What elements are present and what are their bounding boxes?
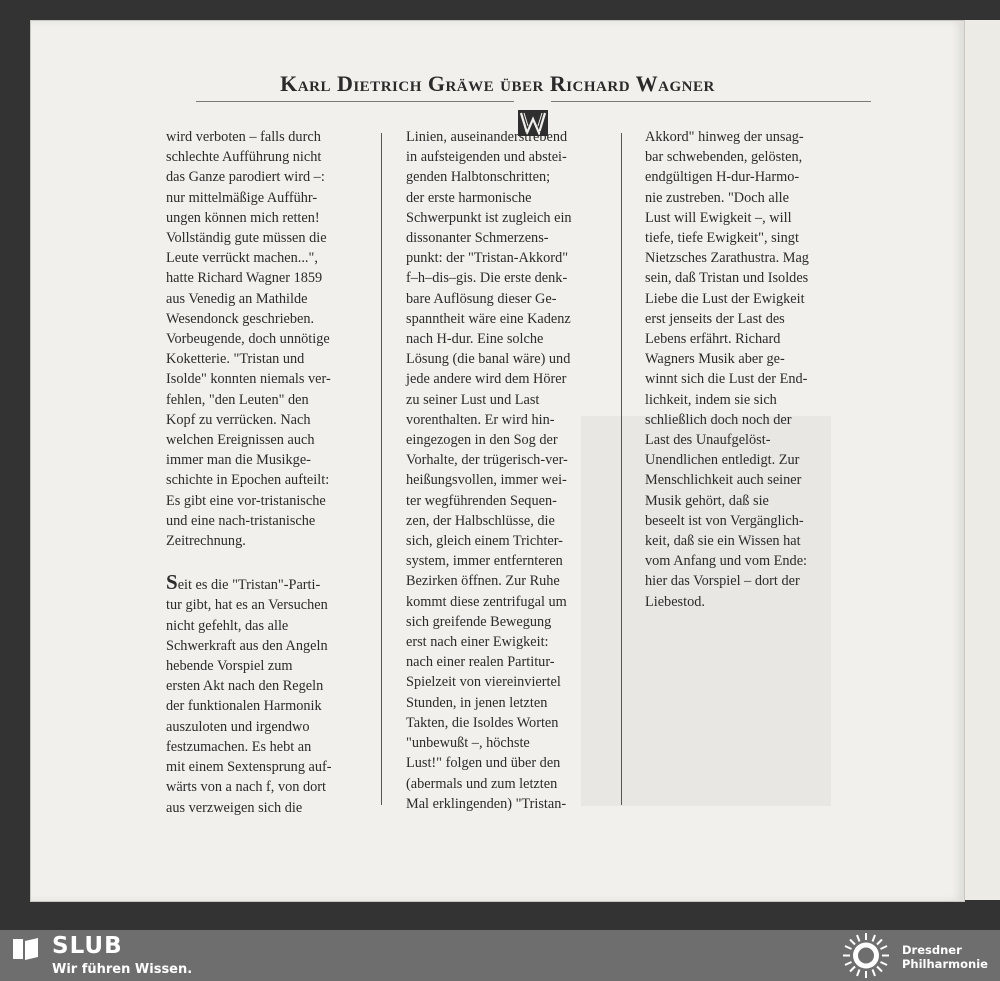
text-column-2 [406, 127, 621, 814]
footer-bar [0, 930, 1000, 981]
slub-book-icon [12, 937, 40, 961]
philharmonie-name-line2: Philharmonie [902, 957, 988, 971]
drop-cap: S [166, 570, 178, 595]
text-column-3 [645, 127, 860, 612]
paragraph [166, 572, 381, 817]
paragraph-text: eit es die "Tristan"-Parti- tur gibt, hat es an Versuchen nicht gefehlt, das alle Schwerkraft aus den Angeln hebende Vorspiel zum ersten Akt nach den Regeln der funktionalen Harmonik auszuloten und irgendwo festzumachen. Es hebt an mit einem Sextensprung auf- wärts von a nach f, von dort aus verzweigen sich die [166, 577, 332, 816]
title-rule-left [196, 101, 514, 102]
text-column-1 [166, 127, 381, 818]
book-page [30, 20, 965, 902]
philharmonie-name-line1: Dresdner [902, 943, 962, 957]
title-rule-right [551, 101, 871, 102]
column-divider [621, 133, 622, 805]
dresdner-philharmonie-sun-icon [840, 932, 892, 979]
slub-tagline: Wir führen Wissen. [52, 962, 193, 977]
column-divider [381, 133, 382, 805]
paragraph: Linien, auseinanderstrebend in aufsteigenden und abstei- genden Halbtonschritten; der erste harmonische Schwerpunkt ist zugleich ein dissonanter Schmerzens- punkt: der "Tristan-Akkord" f–h–dis–gis. Die erste denk- bare Auflösung dieser Ge- spanntheit wäre eine Kadenz nach H-dur. Eine solche Lösung (die banal wäre) und jede andere wird dem Hörer zu seiner Lust und Last vorenthalten. Er wird hin- eingezogen in den Sog der Vorhalte, der trügerisch-ver- heißungsvollen, immer wei- ter wegführenden Sequen- zen, der Halbschlüsse, die sich, gleich einem Trichter- system, immer entfernteren Bezirken öffnen. Zur Ruhe kommt diese zentrifugal um sich greifende Bewegung erst nach einer Ewigkeit: nach einer realen Partitur- Spielzeit von viereinviertel Stunden, in jenen letzten Takten, die Isoldes Worten "unbewußt –, höchste Lust!" folgen und über den (abermals und zum letzten Mal erklingenden) "Tristan- [406, 129, 572, 812]
paragraph: Akkord" hinweg der unsag- bar schwebenden, gelösten, endgültigen H-dur-Harmo- nie zustreben. "Doch alle Lust will Ewigkeit –, will tiefe, tiefe Ewigkeit", singt Nietzsches Zarathustra. Mag sein, daß Tristan und Isoldes Liebe die Lust der Ewigkeit erst jenseits der Last des Lebens erfährt. Richard Wagners Musik aber ge- winnt sich die Lust der End- lichkeit, indem sie sich schließlich doch noch der Last des Unaufgelöst- Unendlichen entledigt. Zur Menschlichkeit auch seiner Musik gehört, daß sie beseelt ist von Vergänglich- keit, daß sie ein Wissen hat vom Anfang und vom Ende: hier das Vorspiel – dort der Liebestod. [645, 129, 809, 610]
page-title: Karl Dietrich Gräwe über Richard Wagner [280, 71, 715, 96]
slub-name: SLUB [52, 933, 123, 959]
philharmonie-name [902, 943, 988, 971]
paragraph: wird verboten – falls durch schlechte Aufführung nicht das Ganze parodiert wird –: nur mittelmäßige Aufführ- ungen können mich retten! Vollständig gute müssen die Leute verrückt machen...", hatte Richard Wagner 1859 aus Venedig an Mathilde Wesendonck geschrieben. Vorbeugende, doch unnötige Koketterie. "Tristan und Isolde" konnten niemals ver- fehlen, "den Leuten" den Kopf zu verrücken. Nach welchen Ereignissen auch immer man die Musikge- schichte in Epochen aufteilt: Es gibt eine vor-tristanische und eine nach-tristanische Zeitrechnung. [166, 129, 331, 550]
